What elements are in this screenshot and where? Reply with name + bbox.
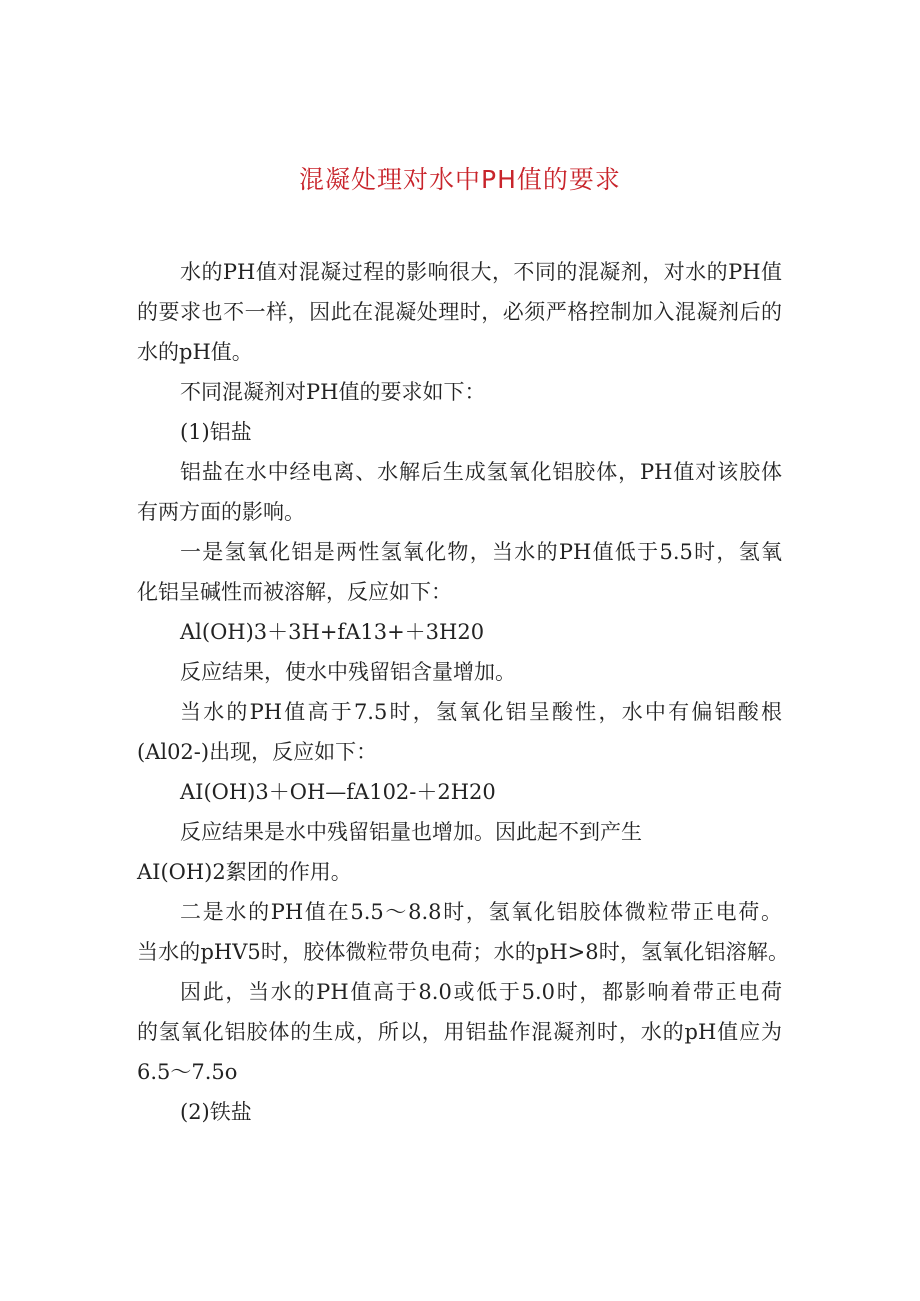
text-line-3: 水的pH值。 — [137, 340, 253, 364]
text-line-2: 的要求也不一样，因此在混凝处理时，必须严格控制加入混凝剂后的 — [137, 300, 782, 324]
text-line-1: 水的PH值对混凝过程的影响很大，不同的混凝剂，对水的PH值 — [180, 260, 782, 284]
section-heading-aluminum: (1)铝盐 — [180, 420, 252, 444]
text-line-21: 6.5～7.5o — [137, 1060, 238, 1084]
section-heading-iron: (2)铁盐 — [180, 1100, 252, 1124]
text-line-18: 当水的pHV5时，胶体微粒带负电荷；水的pH>8时，氢氧化铝溶解。 — [137, 940, 789, 964]
text-line-12: 当水的PH值高于7.5时，氢氧化铝呈酸性，水中有偏铝酸根 — [180, 700, 782, 724]
text-line-7: 有两方面的影响。 — [137, 500, 305, 524]
text-line-20: 的氢氧化铝胶体的生成，所以，用铝盐作混凝剂时，水的pH值应为 — [137, 1020, 782, 1044]
text-line-8: 一是氢氧化铝是两性氢氧化物，当水的PH值低于5.5时，氢氧 — [180, 540, 782, 564]
reaction-equation-2: AI(OH)3＋OH—fA102-＋2H20 — [180, 780, 496, 804]
document-title: 混凝处理对水中PH值的要求 — [299, 165, 621, 194]
text-line-13: (Al02-)出现，反应如下： — [137, 740, 378, 764]
text-line-15: 反应结果是水中残留铝量也增加。因此起不到产生 — [180, 820, 642, 844]
text-line-19: 因此，当水的PH值高于8.0或低于5.0时，都影响着带正电荷 — [180, 980, 782, 1004]
text-line-17: 二是水的PH值在5.5～8.8时，氢氧化铝胶体微粒带正电荷。 — [180, 900, 782, 924]
text-line-6: 铝盐在水中经电离、水解后生成氢氧化铝胶体，PH值对该胶体 — [180, 460, 782, 484]
reaction-equation-1: Al(OH)3＋3H+fA13+＋3H20 — [180, 620, 485, 644]
text-line-11: 反应结果，使水中残留铝含量增加。 — [180, 660, 516, 684]
text-line-4: 不同混凝剂对PH值的要求如下： — [180, 380, 486, 404]
text-line-16: AI(OH)2絮团的作用。 — [137, 860, 352, 884]
text-line-9: 化铝呈碱性而被溶解，反应如下： — [137, 580, 452, 604]
